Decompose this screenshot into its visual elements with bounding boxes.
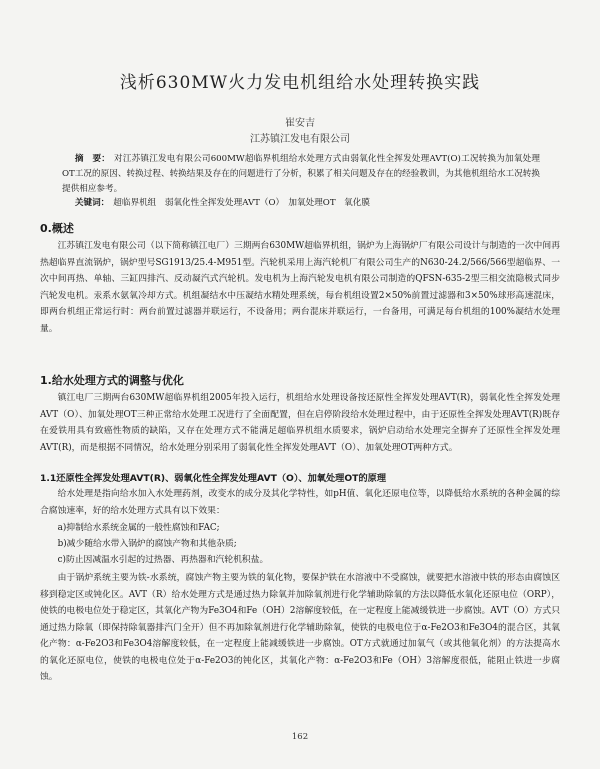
keywords <box>62 196 540 211</box>
effects-list <box>40 520 560 569</box>
abstract <box>62 152 540 197</box>
subsection-principles-paragraph: 给水处理是指向给水加入水处理药剂，改变水的成分及其化学特性，如pH值、氧化还原电位等，以降低给水系统的各种金属的综合腐蚀速率，好的给水处理方式具有以下效果： <box>40 489 560 516</box>
author-affiliation: 江苏镇江发电有限公司 <box>250 134 350 145</box>
section-water-treatment-paragraph: 镇江电厂三期两台630MW超临界机组2005年投入运行，机组给水处理设备按还原性全挥发处理AVT(R)，弱氧化性全挥发处理AVT（O）、加氧处理OT三种正常给水处理工况进行了全面配置，但在启停阶段给水处理过程中，由于还原性全挥发处理AVT(R)既存在爱铁用具有致癌性物质的缺陷，又存在处理方式不能满足超临界机组水质要求，锅炉启动给水处理完全摒弃了还原性全挥发处理AVT(R)，而是根据不同情况，给水处理分别采用了弱氧化性全挥发处理AVT（O）、加氧处理OT两种方式。 <box>40 393 560 453</box>
section-heading-water-treatment: 1.给水处理方式的调整与优化 <box>40 374 184 387</box>
abstract-label: 摘 要： <box>74 154 111 164</box>
author-name: 崔安吉 <box>285 118 315 129</box>
section-overview-paragraph: 江苏镇江发电有限公司（以下简称镇江电厂）三期两台630MW超临界机组，锅炉为上海锅炉厂有限公司设计与制造的一次中间再热超临界直流锅炉，锅炉型号SG1913/25.4-M951型。汽轮机采用上海汽轮机厂有限公司生产的N630-24.2/566/566型超临界、一次中间再热、单轴、三缸四排汽、反动凝汽式汽轮机。发电机为上海汽轮发电机有限公司制造的QFSN-635-2型三相交流隐极式同步汽轮发电机。汞系水氨氧冷却方式。机组凝结水中压凝结水精处理系统，每台机组设置2×50%前置过滤器和3×50%球形高速混床，即两台机组正常运行时：两台前置过滤器并联运行，不设备用；两台混床并联运行，一台备用，可满足每台机组的100%凝结水处理量。 <box>40 241 560 334</box>
subsection-principles-paragraph-2: 由于锅炉系统主要为铁-水系统，腐蚀产物主要为铁的氧化物，要保护铁在水溶液中不受腐蚀，就要把水溶液中铁的形态由腐蚀区移到稳定区或钝化区。AVT（R）给水处理方式是通过热力除氧并加除氧剂进行化学辅助除氧的方法以降低水氧化还原电位（ORP），使铁的电极电位处于稳定区，其氧化产物为Fe3O4和Fe（OH）2溶解度较低，在一定程度上能减缓铁进一步腐蚀。AVT（O）方式只通过热力除氧（即保持除氧器排汽门全开）但不再加除氧剂进行化学辅助除氧，使铁的电极电位于α-Fe2O3和Fe3O4的混合区，其氧化产物：α-Fe2O3和Fe3O4溶解度较低，在一定程度上能减缓铁进一步腐蚀。OT方式就通过加氧气（或其他氧化剂）的方法提高水的氧化还原电位，使铁的电极电位处于α-Fe2O3的钝化区，其氧化产物：α-Fe2O3和Fe（OH）3溶解度很低，能阻止铁进一步腐蚀。 <box>40 573 560 682</box>
section-heading-overview: 0.概述 <box>40 222 74 235</box>
subsection-heading-principles: 1.1还原性全挥发处理AVT(R)、弱氧化性全挥发处理AVT（O）、加氧处理OT的原理 <box>40 473 387 484</box>
list-item: c)防止因减温水引起的过热器、再热器和汽轮机积盐。 <box>57 555 269 566</box>
list-item: a)抑制给水系统金属的一般性腐蚀和FAC; <box>57 523 220 533</box>
list-item: b)减少随给水带入锅炉的腐蚀产物和其他杂质; <box>57 539 237 550</box>
keywords-label: 关键词： <box>74 198 110 208</box>
keywords-text: 超临界机组 弱氧化性全挥发处理AVT（O） 加氧处理OT 氧化膜 <box>113 198 370 208</box>
abstract-text: 对江苏镇江发电有限公司600MW超临界机组给水处理方式由弱氧化性全挥发处理AVT(O)工况转换为加氧处理OT工况的原因、转换过程、转换结果及存在的问题进行了分析，积累了相关问题及存在的经验教训，为其他机组给水工况转换提供相应参考。 <box>62 154 540 194</box>
paper-title: 浅析630MW火力发电机组给水处理转换实践 <box>119 73 481 93</box>
page-number: 162 <box>291 732 309 742</box>
